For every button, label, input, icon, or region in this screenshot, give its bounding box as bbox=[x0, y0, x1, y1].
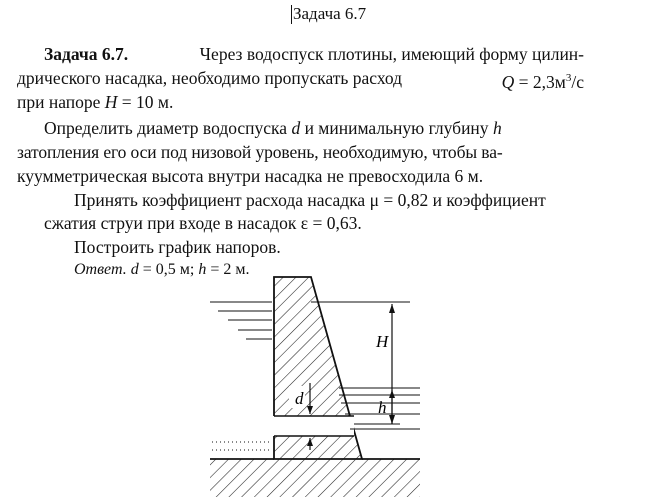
p3-line-1: Принять коэффициент расхода насадка μ = 0,82 и коэффициент bbox=[74, 190, 546, 210]
document-caption: Задача 6.7 bbox=[293, 4, 367, 23]
label-h: h bbox=[378, 398, 387, 417]
problem-heading: Задача 6.7. bbox=[44, 44, 129, 64]
answer-line: Ответ. d = 0,5 м; h = 2 м. bbox=[74, 261, 250, 278]
p1-line-3: при напоре H = 10 м. bbox=[17, 92, 174, 112]
var-H: H bbox=[104, 92, 118, 112]
var-h: h bbox=[492, 118, 502, 138]
p1-line-2-text: дрического насадка, необходимо пропускать расход bbox=[17, 68, 403, 88]
answer-label: Ответ. bbox=[74, 261, 127, 278]
p2-line-3: куумметрическая высота внутри насадка не превосходила 6 м. bbox=[17, 166, 484, 186]
p2-line-2: затопления его оси под низовой уровень, необходимую, чтобы ва- bbox=[17, 142, 503, 162]
var-d: d bbox=[291, 118, 301, 138]
flow-rate-expr: $Q = 2,3м^3/с$ bbox=[501, 71, 584, 92]
label-d: d bbox=[295, 389, 304, 408]
label-H: H bbox=[376, 332, 389, 351]
upstream-water bbox=[210, 302, 272, 450]
p4-line: Построить график напоров. bbox=[74, 237, 281, 257]
ground-hatch bbox=[210, 459, 420, 497]
mu-symbol: μ bbox=[369, 190, 379, 210]
epsilon-symbol: ε bbox=[300, 213, 309, 233]
p1-line-1-text: Через водоспуск плотины, имеющий форму цилин- bbox=[199, 44, 584, 64]
nozzle-outlet bbox=[272, 416, 354, 436]
p2-line-1: Определить диаметр водоспуска d и минимальную глубину h bbox=[44, 118, 502, 138]
p3-line-2: сжатия струи при входе в насадок ε = 0,63. bbox=[44, 213, 362, 233]
var-Q: Q bbox=[501, 71, 515, 92]
